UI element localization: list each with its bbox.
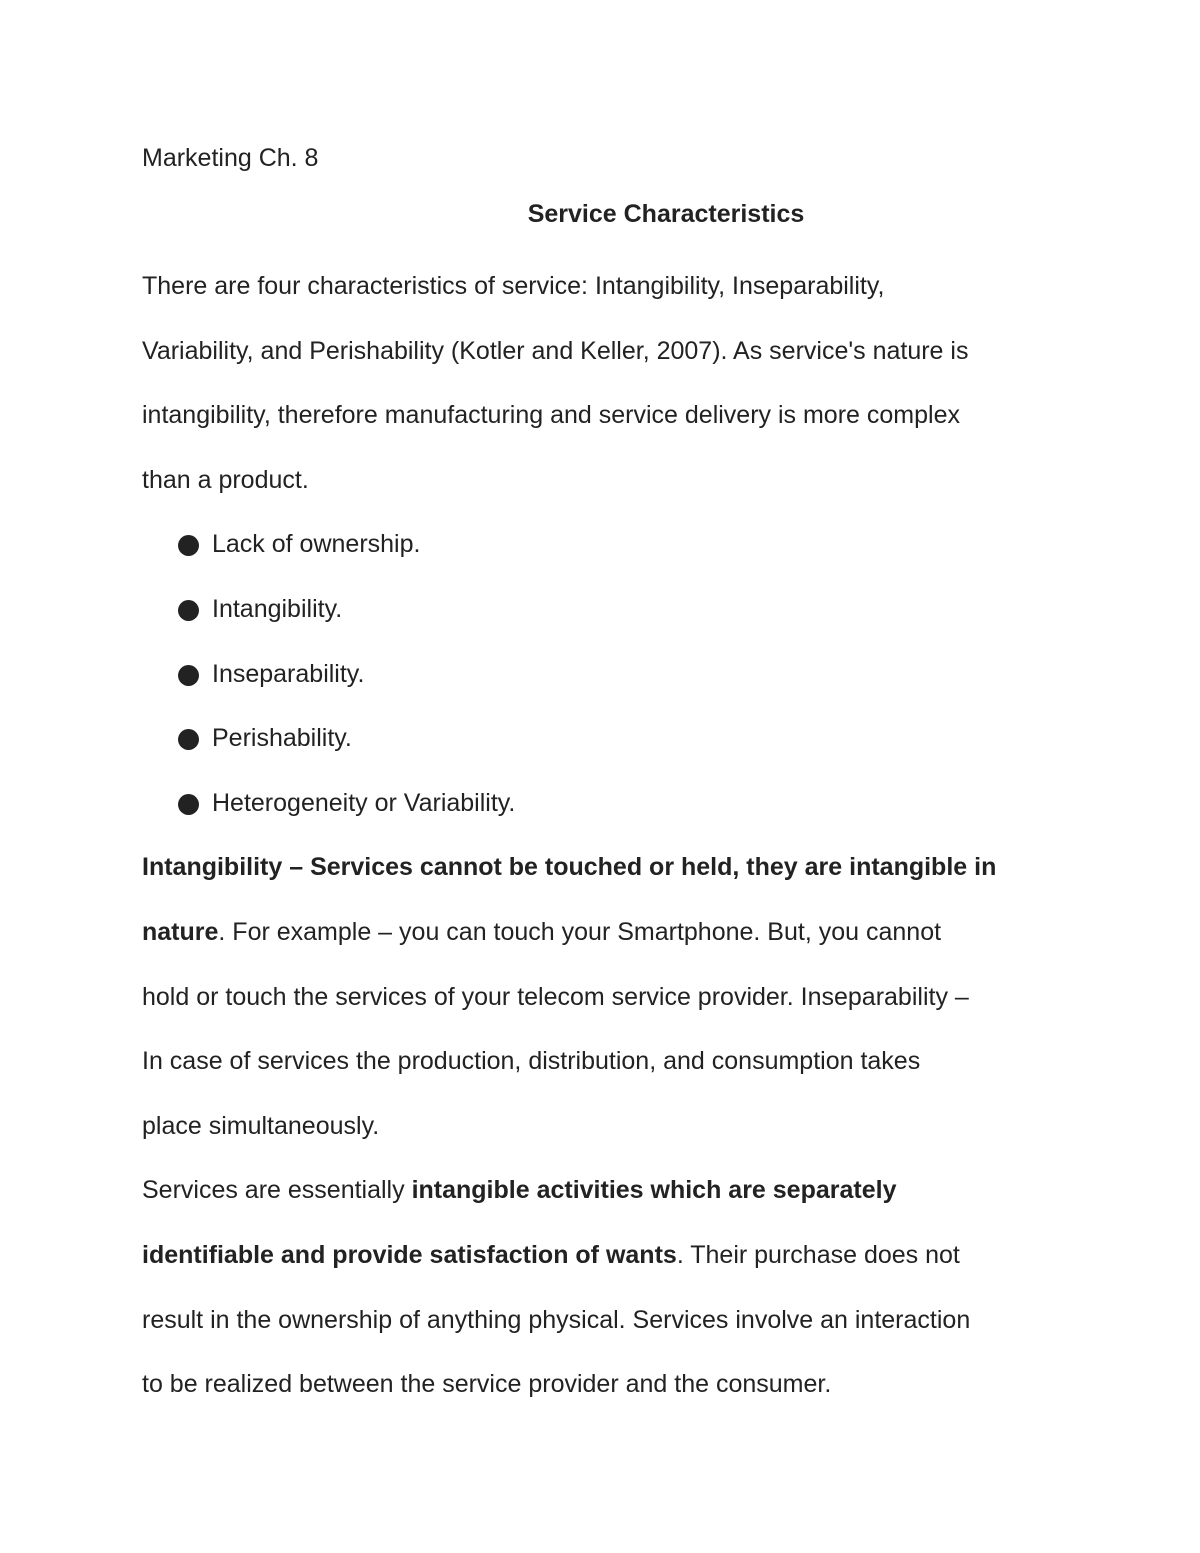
plain-text: Services are essentially <box>142 1176 412 1205</box>
document-label: Marketing Ch. 8 <box>142 144 319 172</box>
list-item <box>142 577 1062 642</box>
bold-text: Intangibility – Services cannot be touched or held, they are intangible in <box>142 853 997 882</box>
intro-paragraph <box>142 254 1062 512</box>
characteristics-list <box>142 512 1062 835</box>
paragraph-line: to be realized between the service provider and the consumer. <box>142 1370 832 1399</box>
document-title: Service Characteristics <box>527 200 805 228</box>
list-item-label: Intangibility. <box>212 594 343 623</box>
bold-text: identifiable and provide satisfaction of wants <box>142 1240 677 1269</box>
list-item-label: Perishability. <box>212 724 352 753</box>
plain-text: . For example – you can touch your Smartphone. But, you cannot <box>218 917 942 946</box>
intro-line: intangibility, therefore manufacturing and service delivery is more complex <box>142 401 960 430</box>
paragraph-line: result in the ownership of anything physical. Services involve an interaction <box>142 1305 971 1334</box>
bullet-icon <box>178 729 199 750</box>
bold-text: intangible activities which are separately <box>411 1176 897 1205</box>
bullet-icon <box>178 535 199 556</box>
paragraph-line <box>142 1223 1062 1288</box>
list-item-label: Lack of ownership. <box>212 530 421 559</box>
intangibility-paragraph <box>142 835 1062 1158</box>
list-item-label: Heterogeneity or Variability. <box>212 788 516 817</box>
intro-line: There are four characteristics of service: Intangibility, Inseparability, <box>142 272 885 300</box>
list-item <box>142 512 1062 577</box>
document-body <box>142 138 1062 1417</box>
list-item <box>142 642 1062 707</box>
bullet-icon <box>178 600 199 621</box>
paragraph-line: In case of services the production, distribution, and consumption takes <box>142 1047 921 1076</box>
plain-text: . Their purchase does not <box>676 1240 960 1269</box>
list-item-label: Inseparability. <box>212 659 365 688</box>
paragraph-line <box>142 1158 1062 1223</box>
bullet-icon <box>178 794 199 815</box>
bold-text: nature <box>142 917 219 946</box>
intro-line: Variability, and Perishability (Kotler and Keller, 2007). As service's nature is <box>142 336 969 365</box>
list-item <box>142 771 1062 836</box>
intro-line: than a product. <box>142 465 309 494</box>
list-item <box>142 706 1062 771</box>
paragraph-line: place simultaneously. <box>142 1111 380 1140</box>
paragraph-line: hold or touch the services of your telecom service provider. Inseparability – <box>142 982 969 1011</box>
services-paragraph <box>142 1158 1062 1416</box>
paragraph-line <box>142 900 1062 965</box>
bullet-icon <box>178 665 199 686</box>
paragraph-line <box>142 835 1062 900</box>
